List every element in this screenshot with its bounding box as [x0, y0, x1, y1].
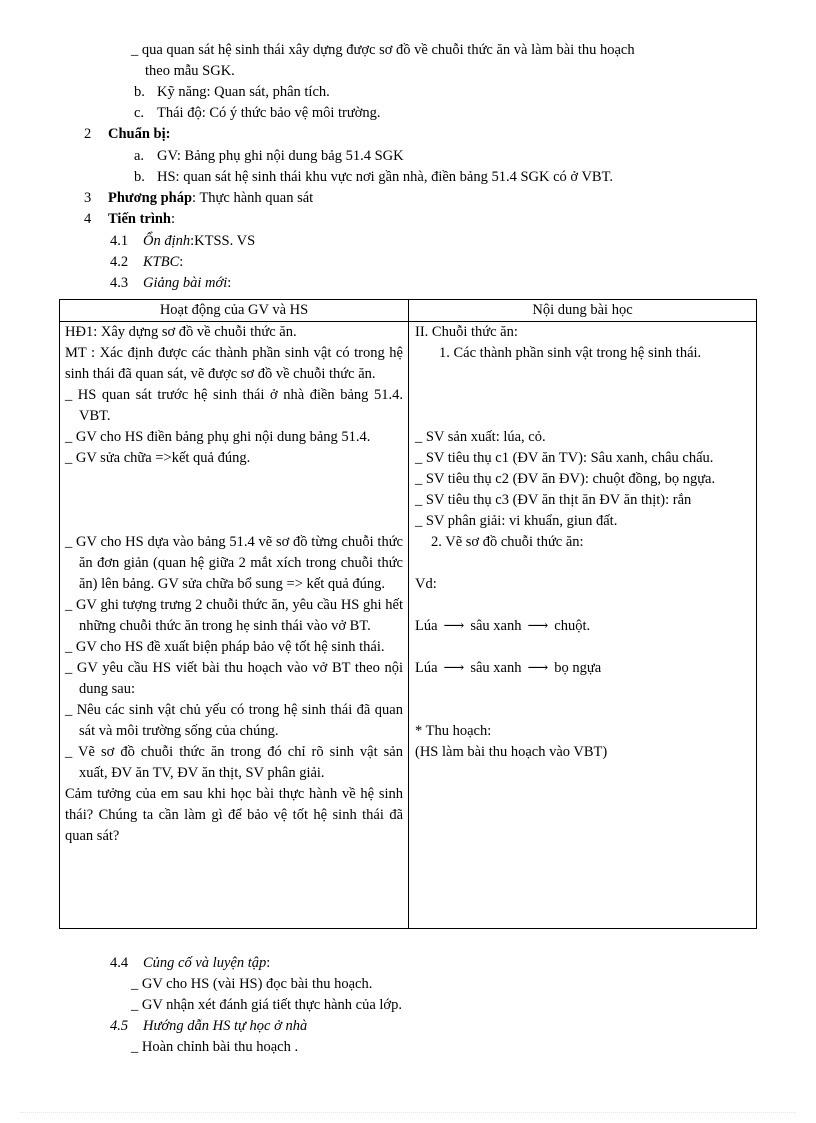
harvest-report-label: * Thu hoạch: — [415, 723, 492, 739]
section-4-1: 4.1 Ổn định:KTSS. VS — [110, 233, 256, 249]
intro-line-1-cont: theo mẫu SGK. — [145, 63, 235, 79]
section-3-heading: 3 Phương pháp: Thực hành quan sát — [84, 190, 314, 206]
activity-item: _ GV sửa chữa =>kết quả đúng. — [65, 450, 251, 466]
header-content: Nội dung bài học — [532, 302, 633, 318]
activity-item: _ Vẽ sơ đồ chuỗi thức ăn trong đó chỉ rõ sinh vật sản xuất, ĐV ăn TV, ĐV ăn thịt, SV phân giải. — [65, 744, 403, 781]
activity-item: _ HS quan sát trước hệ sinh thái ở nhà điền bảng 51.4. VBT. — [65, 387, 403, 424]
objective-b: b. Kỹ năng: Quan sát, phân tích. — [134, 84, 330, 100]
content-sub-2: 2. Vẽ sơ đồ chuỗi thức ăn: — [431, 534, 584, 550]
objective-c: c. Thái độ: Có ý thức bảo vệ môi trường. — [134, 105, 381, 121]
organism-item: _ SV tiêu thụ c2 (ĐV ăn ĐV): chuột đồng, bọ ngựa. — [415, 471, 716, 487]
prep-b: b. HS: quan sát hệ sinh thái khu vực nơi gần nhà, điền bảng 51.4 SGK có ở VBT. — [134, 169, 613, 185]
section-4-2: 4.2 KTBC: — [110, 254, 184, 270]
arrow-right-icon: ⟶ — [443, 618, 465, 634]
activity-closing-question: Cảm tưởng của em sau khi học bài thực hành về hệ sinh thái? Chúng ta cần làm gì để bảo vệ tốt hệ sinh thái đã quan sát? — [65, 786, 403, 844]
content-cell — [415, 322, 751, 763]
activity-hd1: HĐ1: Xây dựng sơ đồ về chuỗi thức ăn. — [65, 324, 297, 340]
organism-item: _ SV phân giải: vi khuẩn, giun đất. — [415, 513, 618, 529]
section-2-heading: 2 Chuẩn bị: — [84, 126, 171, 142]
organism-item: _ SV tiêu thụ c1 (ĐV ăn TV): Sâu xanh, châu chấu. — [415, 450, 714, 466]
section-4-heading: 4 Tiến trình: — [84, 211, 176, 227]
reinforce-item-2: _ GV nhận xét đánh giá tiết thực hành của lớp. — [131, 997, 402, 1013]
example-label: Vd: — [415, 576, 437, 592]
activity-objective: MT : Xác định được các thành phần sinh vật có trong hệ sinh thái đã quan sát, vẽ được sơ đồ về chuỗi thức ăn. — [65, 345, 403, 382]
harvest-report-note: (HS làm bài thu hoạch vào VBT) — [415, 744, 608, 760]
header-activities: Hoạt động của GV và HS — [159, 302, 309, 318]
reinforce-item-1: _ GV cho HS (vài HS) đọc bài thu hoạch. — [131, 976, 373, 992]
intro-line-1: _ qua quan sát hệ sinh thái xây dựng được sơ đồ về chuỗi thức ăn và làm bài thu hoạch — [131, 42, 635, 58]
activity-item: _ GV ghi tượng trưng 2 chuỗi thức ăn, yêu cầu HS ghi hết những chuỗi thức ăn trong hẹ sinh thái vào vở BT. — [65, 597, 403, 634]
prep-a: a. GV: Bảng phụ ghi nội dung bảg 51.4 SGK — [134, 148, 404, 164]
section-4-3: 4.3 Giảng bài mới: — [110, 275, 232, 291]
organism-item: _ SV sản xuất: lúa, cỏ. — [415, 429, 546, 445]
food-chain-1: Lúa ⟶ sâu xanh ⟶ chuột. — [415, 616, 751, 637]
column-divider — [408, 300, 409, 928]
organism-item: _ SV tiêu thụ c3 (ĐV ăn thịt ăn ĐV ăn thịt): rắn — [415, 492, 692, 508]
page-bottom-rule — [20, 1112, 796, 1113]
bullet-dash: _ — [131, 42, 142, 58]
activity-item: _ GV yêu cầu HS viết bài thu hoạch vào vở BT theo nội dung sau: — [65, 660, 403, 697]
arrow-right-icon: ⟶ — [527, 618, 549, 634]
homework-item-1: _ Hoàn chỉnh bài thu hoạch . — [131, 1039, 299, 1055]
section-4-5: 4.5 Hướng dẫn HS tự học ở nhà — [110, 1018, 308, 1034]
activity-item: _ Nêu các sinh vật chủ yếu có trong hệ sinh thái đã quan sát và môi trường sống của chúng. — [65, 702, 403, 739]
activity-item: _ GV cho HS dựa vào bảng 51.4 vẽ sơ đồ từng chuỗi thức ăn đơn giản (quan hệ giữa 2 mắt xích trong chuỗi thức ăn) lên bảng. GV sửa chữa bổ sung => kết quả đúng. — [65, 534, 403, 592]
lesson-table — [59, 299, 757, 929]
content-sub-1: 1. Các thành phần sinh vật trong hệ sinh thái. — [439, 345, 702, 361]
activity-item: _ GV cho HS đề xuất biện pháp bảo vệ tốt hệ sinh thái. — [65, 639, 385, 655]
food-chain-2: Lúa ⟶ sâu xanh ⟶ bọ ngựa — [415, 658, 751, 679]
arrow-right-icon: ⟶ — [527, 660, 549, 676]
activities-cell — [65, 322, 403, 847]
arrow-right-icon: ⟶ — [443, 660, 465, 676]
activity-item: _ GV cho HS điền bảng phụ ghi nội dung bảng 51.4. — [65, 429, 371, 445]
section-4-4: 4.4 Củng cố và luyện tập: — [110, 955, 271, 971]
content-heading: II. Chuỗi thức ăn: — [415, 324, 518, 340]
